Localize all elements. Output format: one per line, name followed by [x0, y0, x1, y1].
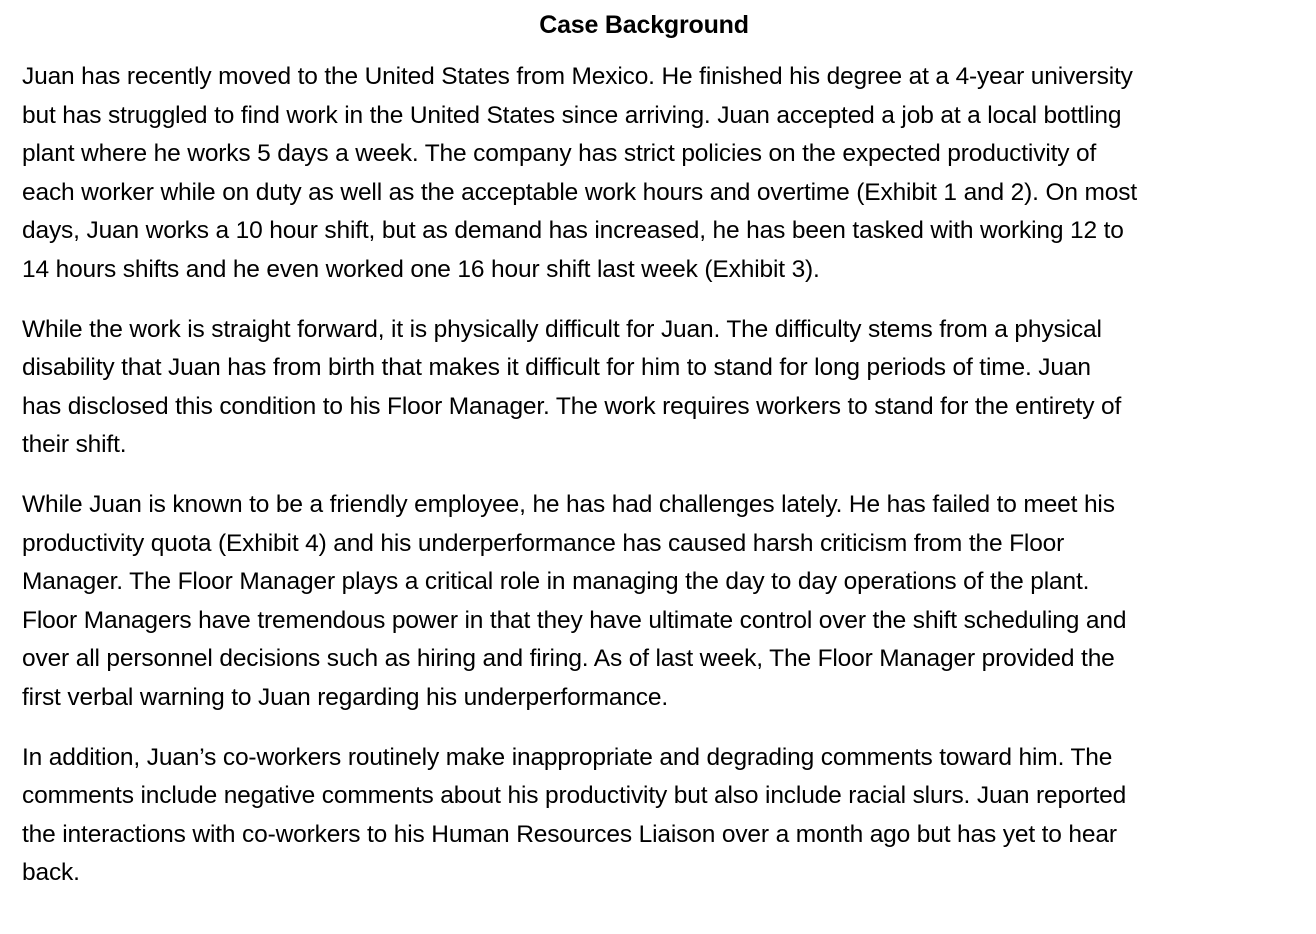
paragraph-line: While Juan is known to be a friendly employee, he has had challenges lately. He has failed to meet his [22, 490, 1115, 518]
paragraph-line: but has struggled to find work in the United States since arriving. Juan accepted a job at a local bottling [22, 101, 1122, 129]
paragraph-line: Juan has recently moved to the United States from Mexico. He finished his degree at a 4-year university [22, 63, 1133, 90]
paragraph-line: over all personnel decisions such as hiring and firing. As of last week, The Floor Manager provided the [22, 645, 1115, 673]
paragraph-line: days, Juan works a 10 hour shift, but as demand has increased, he has been tasked with working 12 to [22, 217, 1124, 245]
paragraph-line: In addition, Juan’s co-workers routinely make inappropriate and degrading comments toward him. The [22, 743, 1113, 771]
paragraph-line: 14 hours shifts and he even worked one 16 hour shift last week (Exhibit 3). [22, 255, 820, 283]
page-title: Case Background [539, 11, 749, 39]
paragraph-line: the interactions with co-workers to his Human Resources Liaison over a month ago but has yet to hear [22, 820, 1117, 848]
paragraph-line: first verbal warning to Juan regarding his underperformance. [22, 683, 669, 711]
paragraph-3 [22, 486, 1266, 718]
paragraph-1 [22, 58, 1266, 290]
paragraph-line: comments include negative comments about his productivity but also include racial slurs. Juan reported [22, 782, 1127, 810]
paragraph-4 [22, 739, 1266, 893]
document-page [22, 0, 1266, 893]
paragraph-line: back. [22, 859, 80, 887]
paragraph-line: productivity quota (Exhibit 4) and his underperformance has caused harsh criticism from the Floor [22, 529, 1065, 557]
paragraph-2 [22, 311, 1266, 465]
paragraph-line: plant where he works 5 days a week. The company has strict policies on the expected productivity of [22, 140, 1097, 168]
paragraph-line: disability that Juan has from birth that makes it difficult for him to stand for long periods of time. Juan [22, 354, 1091, 382]
paragraph-line: has disclosed this condition to his Floor Manager. The work requires workers to stand for the entirety of [22, 392, 1122, 420]
paragraph-line: their shift. [22, 431, 127, 459]
paragraph-line: Floor Managers have tremendous power in that they have ultimate control over the shift scheduling and [22, 606, 1127, 634]
paragraph-line: each worker while on duty as well as the acceptable work hours and overtime (Exhibit 1 and 2). On most [22, 178, 1137, 206]
paragraph-line: While the work is straight forward, it is physically difficult for Juan. The difficulty stems from a physical [22, 315, 1102, 343]
paragraph-line: Manager. The Floor Manager plays a critical role in managing the day to day operations of the plant. [22, 568, 1090, 596]
